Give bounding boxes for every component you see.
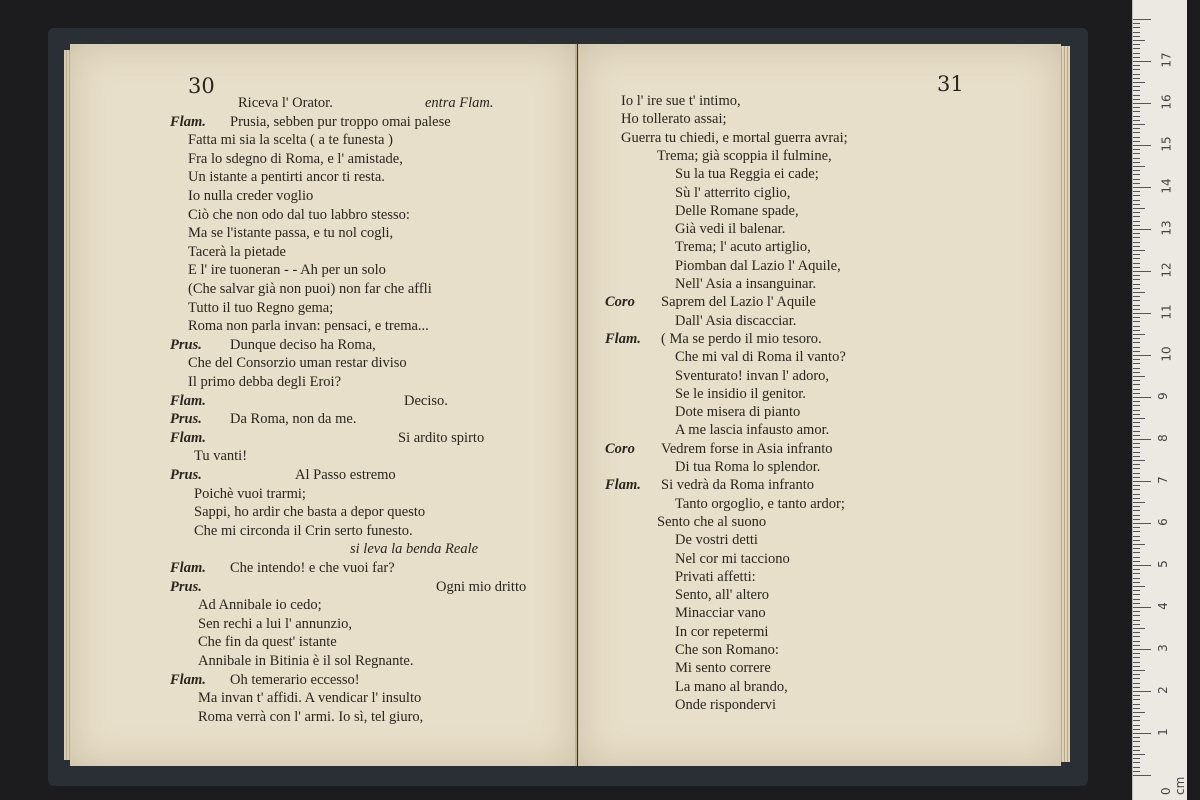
ruler-tick [1133,48,1140,49]
verse-line: Ciò che non odo dal tuo labbro stesso: [188,206,410,223]
ruler-tick [1133,65,1140,66]
ruler-tick [1133,397,1151,398]
ruler-tick [1133,74,1140,75]
ruler-tick [1133,128,1140,129]
ruler-tick [1133,141,1140,142]
verse-line: Ma invan t' affidi. A vendicar l' insulto [198,690,422,707]
ruler-tick [1133,641,1140,642]
ruler-tick [1133,620,1140,621]
ruler-tick [1133,153,1140,154]
ruler-tick [1133,53,1140,54]
speaker-label: Flam. [605,477,641,494]
verse-line: (Che salvar già non puoi) non far che affli [188,281,432,297]
ruler-number: 12 [1159,262,1174,278]
ruler-tick [1133,599,1140,600]
ruler-tick [1133,99,1140,100]
verse-line: Sen rechi a lui l' annunzio, [198,615,353,632]
ruler-tick [1133,746,1140,747]
verse-line: Piomban dal Lazio l' Aquile, [675,257,841,274]
speaker-label: Prus. [170,467,202,483]
verse-line: Poichè vuoi trarmi; [194,485,306,502]
ruler-tick [1133,86,1140,87]
speaker-label: Flam. [170,113,206,130]
ruler-tick [1133,657,1140,658]
verse-line: Nell' Asia a insanguinar. [675,276,817,292]
ruler-tick [1133,498,1140,499]
ruler-tick [1133,611,1140,612]
ruler-tick [1133,19,1151,20]
ruler-tick [1133,44,1140,45]
verse-line: Che del Consorzio uman restar diviso [188,355,407,372]
verse-line: Dote misera di pianto [675,404,801,421]
left-page [70,44,577,766]
stage-direction: entra Flam. [425,95,494,111]
ruler-number: 7 [1155,476,1170,484]
ruler-tick [1133,578,1140,579]
verse-line: Ma se l'istante passa, e tu nol cogli, [188,225,394,242]
ruler-tick [1133,149,1140,150]
verse-line: Dunque deciso ha Roma, [230,336,376,353]
ruler-tick [1133,485,1140,486]
ruler-tick [1133,733,1151,734]
verse-line: De vostri detti [675,532,758,549]
ruler-tick [1133,229,1151,230]
ruler-tick [1133,279,1140,280]
ruler-tick [1133,666,1140,667]
ruler-tick [1133,678,1140,679]
ruler-tick [1133,565,1151,566]
ruler-tick [1133,771,1140,772]
ruler-tick [1133,103,1151,104]
ruler-tick [1133,750,1140,751]
ruler-tick [1133,208,1145,209]
verse-line: Già vedi il balenar. [675,221,786,238]
ruler-tick [1133,368,1140,369]
verse-line-continued: Deciso. [404,392,448,409]
speaker-label: Flam. [605,330,641,347]
ruler-tick [1133,204,1140,205]
verse-line: Tu vanti! [194,448,248,465]
speaker-label: Flam. [170,429,206,446]
ruler-tick [1133,590,1140,591]
measuring-ruler [1132,0,1187,800]
verse-line: Sù l' atterrito ciglio, [675,184,791,201]
verse-line: La mano al brando, [675,678,788,695]
verse-line: Prusia, sebben pur troppo omai palese [230,113,451,130]
ruler-tick [1133,515,1140,516]
ruler-tick [1133,767,1140,768]
ruler-tick [1133,120,1140,121]
verse-line: Trema; già scoppia il fulmine, [657,147,832,164]
ruler-tick [1133,527,1140,528]
ruler-tick [1133,69,1140,70]
ruler-tick [1133,586,1145,587]
ruler-tick [1133,263,1140,264]
speaker-label: Coro [605,440,635,457]
ruler-tick [1133,544,1145,545]
ruler-tick [1133,573,1140,574]
verse-line: Tutto il tuo Regno gema; [188,299,334,316]
ruler-tick [1133,506,1140,507]
ruler-tick [1133,405,1140,406]
ruler-tick [1133,414,1140,415]
ruler-tick [1133,695,1140,696]
ruler-tick [1133,225,1140,226]
ruler-tick [1133,250,1145,251]
verse-line: Privati affetti: [675,568,756,585]
ruler-tick [1133,624,1140,625]
ruler-tick [1133,158,1140,159]
speaker-label: Prus. [170,411,202,428]
ruler-tick [1133,267,1140,268]
verse-line: Tanto orgoglio, e tanto ardor; [675,495,845,512]
ruler-tick [1133,431,1140,432]
ruler-tick [1133,561,1140,562]
ruler-number: 11 [1159,304,1174,320]
ruler-tick [1133,376,1145,377]
ruler-tick [1133,523,1151,524]
ruler-tick [1133,464,1140,465]
ruler-number: 2 [1155,686,1170,694]
ruler-tick [1133,569,1140,570]
verse-line: Trema; l' acuto artiglio, [675,239,811,256]
verse-line: Dall' Asia discacciar. [675,312,797,329]
stage-direction: si leva la benda Reale [350,541,479,558]
ruler-tick [1133,607,1151,608]
ruler-tick [1133,296,1140,297]
verse-line: Saprem del Lazio l' Aquile [661,294,816,311]
ruler-tick [1133,313,1151,314]
ruler-tick [1133,468,1140,469]
ruler-tick [1133,57,1140,58]
ruler-tick [1133,40,1145,41]
ruler-tick [1133,300,1140,301]
verse-line-continued: Ogni mio dritto [436,578,527,595]
verse-line: Mi sento correre [675,660,771,677]
right-page [578,44,1061,766]
verse-line: Di tua Roma lo splendor. [675,459,821,475]
ruler-tick [1133,389,1140,390]
ruler-tick [1133,132,1140,133]
verse-line: Che intendo! e che vuoi far? [230,560,395,576]
ruler-tick [1133,510,1140,511]
page-number: 31 [937,72,964,96]
ruler-tick [1133,401,1140,402]
ruler-tick [1133,447,1140,448]
verse-line: Sento, all' altero [675,587,770,604]
ruler-number: 6 [1155,518,1170,526]
ruler-tick [1133,683,1140,684]
ruler-tick [1133,90,1140,91]
ruler-tick [1133,124,1145,125]
ruler-tick [1133,216,1140,217]
ruler-tick [1133,691,1151,692]
verse-line: Il primo debba degli Eroi? [188,374,342,390]
ruler-tick [1133,481,1151,482]
ruler-tick [1133,489,1140,490]
ruler-tick [1133,662,1140,663]
ruler-tick [1133,363,1140,364]
ruler-tick [1133,254,1140,255]
ruler-tick [1133,418,1145,419]
ruler-tick [1133,708,1140,709]
ruler-number: 3 [1155,644,1170,652]
ruler-tick [1133,393,1140,394]
verse-line: Su la tua Reggia ei cade; [675,166,819,183]
verse-line: Onde rispondervi [675,696,777,713]
verse-line: Roma verrà con l' armi. Io sì, tel giuro, [198,708,424,725]
ruler-tick [1133,170,1140,171]
ruler-tick [1133,326,1140,327]
ruler-number: 8 [1155,434,1170,442]
ruler-tick [1133,712,1145,713]
ruler-tick [1133,179,1140,180]
ruler-tick [1133,615,1140,616]
verse-line: Ho tollerato assai; [621,111,727,128]
verse-line: Si vedrà da Roma infranto [661,477,815,494]
speaker-label: Prus. [170,578,202,595]
ruler-number: 0 cm [1159,776,1187,795]
verse-line-continued: Al Passo estremo [295,467,396,483]
ruler-tick [1133,23,1140,24]
ruler-tick [1133,494,1140,495]
ruler-tick [1133,536,1140,537]
verse-line: Vedrem forse in Asia infranto [661,440,833,457]
verse-line: Se le insidio il genitor. [675,385,806,402]
ruler-tick [1133,473,1140,474]
verse-line: E l' ire tuoneran - - Ah per un solo [188,262,386,279]
ruler-tick [1133,200,1140,201]
ruler-number: 17 [1159,52,1174,68]
verse-line: Sventurato! invan l' adoro, [675,367,830,384]
ruler-tick [1133,351,1140,352]
ruler-tick [1133,443,1140,444]
ruler-tick [1133,95,1140,96]
ruler-tick [1133,166,1145,167]
ruler-tick [1133,212,1140,213]
ruler-number: 5 [1155,560,1170,568]
ruler-number: 4 [1155,602,1170,610]
ruler-number: 10 [1159,346,1174,362]
speaker-label: Flam. [170,671,206,688]
ruler-tick [1133,439,1151,440]
ruler-tick [1133,233,1140,234]
ruler-tick [1133,317,1140,318]
ruler-tick [1133,670,1145,671]
ruler-tick [1133,741,1140,742]
ruler-tick [1133,183,1140,184]
ruler-tick [1133,603,1140,604]
ruler-tick [1133,687,1140,688]
ruler-tick [1133,716,1140,717]
ruler-number: 1 [1155,728,1170,736]
ruler-tick [1133,162,1140,163]
ruler-tick [1133,145,1151,146]
ruler-tick [1133,477,1140,478]
ruler-tick [1133,422,1140,423]
ruler-tick [1133,191,1140,192]
ruler-tick [1133,435,1140,436]
ruler-tick [1133,737,1140,738]
ruler-tick [1133,321,1140,322]
verse-line: Oh temerario eccesso! [230,671,360,688]
ruler-number: 16 [1159,94,1174,110]
ruler-tick [1133,531,1140,532]
verse-line: Che fin da quest' istante [198,634,337,651]
ruler-tick [1133,237,1140,238]
ruler-tick [1133,758,1140,759]
ruler-number: 15 [1159,136,1174,152]
ruler-tick [1133,174,1140,175]
ruler-tick [1133,636,1140,637]
verse-line: Io nulla creder voglio [188,188,314,204]
verse-line: Guerra tu chiedi, e mortal guerra avrai; [621,129,848,146]
ruler-tick [1133,653,1140,654]
ruler-tick [1133,27,1140,28]
ruler-tick [1133,32,1140,33]
verse-line: Che mi val di Roma il vanto? [675,349,846,366]
ruler-tick [1133,410,1140,411]
ruler-tick [1133,107,1140,108]
ruler-tick [1133,704,1140,705]
ruler-tick [1133,552,1140,553]
ruler-tick [1133,725,1140,726]
ruler-tick [1133,61,1151,62]
verse-line: Che son Romano: [675,642,779,658]
ruler-tick [1133,309,1140,310]
verse-line: In cor repetermi [675,623,769,640]
ruler-tick [1133,582,1140,583]
ruler-tick [1133,275,1140,276]
ruler-tick [1133,271,1151,272]
ruler-number: 13 [1159,220,1174,236]
verse-line: A me lascia infausto amor. [675,422,830,439]
ruler-tick [1133,775,1151,776]
verse-line-continued: Si ardito spirto [398,429,485,446]
ruler-tick [1133,426,1140,427]
ruler-tick [1133,355,1151,356]
verse-line: Roma non parla invan: pensaci, e trema... [188,318,429,335]
ruler-tick [1133,330,1140,331]
ruler-tick [1133,305,1140,306]
ruler-tick [1133,540,1140,541]
ruler-tick [1133,246,1140,247]
ruler-tick [1133,242,1140,243]
verse-line: Io l' ire sue t' intimo, [621,93,741,109]
verse-line: Minacciar vano [675,605,766,622]
verse-line: Sento che al suono [657,513,767,530]
ruler-tick [1133,78,1140,79]
ruler-tick [1133,359,1140,360]
ruler-tick [1133,632,1140,633]
speaker-label: Flam. [170,560,206,576]
ruler-tick [1133,187,1151,188]
ruler-number: 9 [1155,392,1170,400]
ruler-tick [1133,502,1145,503]
speaker-label: Flam. [170,392,206,409]
verse-line: Annibale in Bitinia è il sol Regnante. [198,653,414,669]
verse-line: Un istante a pentirti ancor ti resta. [188,169,385,186]
ruler-tick [1133,288,1140,289]
ruler-tick [1133,36,1140,37]
ruler-tick [1133,258,1140,259]
verse-line: Che mi circonda il Crin serto funesto. [194,522,413,539]
verse-line: Fra lo sdegno di Roma, e l' amistade, [188,150,403,167]
ruler-tick [1133,195,1140,196]
ruler-tick [1133,137,1140,138]
ruler-tick [1133,729,1140,730]
verse-line: Da Roma, non da me. [230,411,357,428]
ruler-tick [1133,699,1140,700]
ruler-tick [1133,111,1140,112]
ruler-tick [1133,645,1140,646]
ruler-tick [1133,548,1140,549]
ruler-tick [1133,674,1140,675]
ruler-tick [1133,519,1140,520]
ruler-tick [1133,342,1140,343]
ruler-tick [1133,762,1140,763]
verse-line: Fatta mi sia la scelta ( a te funesta ) [188,132,393,149]
ruler-tick [1133,384,1140,385]
speaker-label: Coro [605,294,635,311]
verse-line: Sappi, ho ardir che basta a depor questo [194,504,426,521]
ruler-tick [1133,649,1151,650]
page-number: 30 [188,74,215,98]
ruler-number: 14 [1159,178,1174,194]
ruler-tick [1133,460,1145,461]
speaker-label: Prus. [170,336,202,353]
ruler-tick [1133,338,1140,339]
ruler-tick [1133,292,1145,293]
ruler-tick [1133,82,1145,83]
ruler-tick [1133,347,1140,348]
ruler-tick [1133,284,1140,285]
ruler-tick [1133,334,1145,335]
ruler-tick [1133,380,1140,381]
ruler-tick [1133,557,1140,558]
ruler-tick [1133,372,1140,373]
ruler-tick [1133,594,1140,595]
ruler-tick [1133,456,1140,457]
ruler-tick [1133,754,1145,755]
ruler-tick [1133,628,1145,629]
ruler-tick [1133,221,1140,222]
ruler-tick [1133,116,1140,117]
verse-line: Riceva l' Orator. [238,95,333,111]
verse-line: ( Ma se perdo il mio tesoro. [661,330,822,347]
ruler-tick [1133,720,1140,721]
verse-line: Tacerà la pietade [188,243,286,260]
verse-line: Delle Romane spade, [675,202,799,219]
verse-line: Nel cor mi tacciono [675,550,790,567]
verse-line: Ad Annibale io cedo; [198,597,322,614]
ruler-tick [1133,452,1140,453]
